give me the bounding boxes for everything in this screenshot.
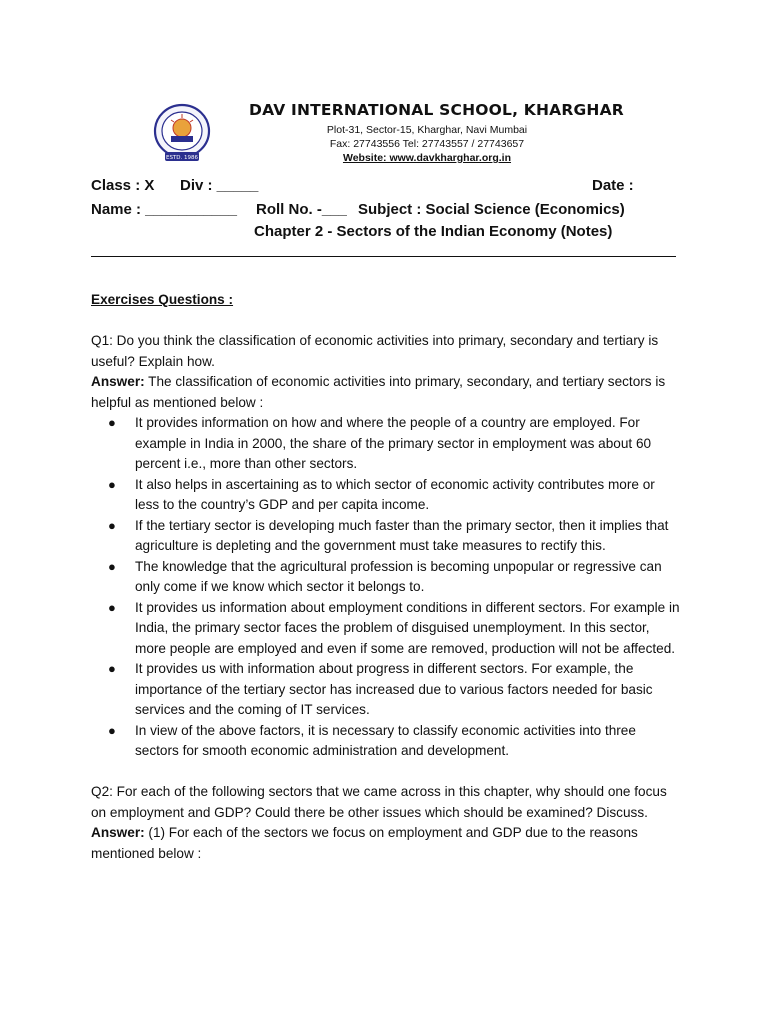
school-contact: Fax: 27743556 Tel: 27743557 / 27743657 xyxy=(329,138,525,150)
answer-label: Answer: xyxy=(91,374,145,389)
class-field: Class : X xyxy=(91,177,155,194)
list-item: ● It also helps in ascertaining as to which sector of economic activity contributes more or less to the country’s GDP and per capita income. xyxy=(108,476,655,512)
answer-1 xyxy=(91,372,681,413)
bullet-icon: ● xyxy=(108,661,116,676)
roll-field: Roll No. -___ xyxy=(256,201,347,218)
div-field: Div : _____ xyxy=(180,177,259,194)
chapter-title: Chapter 2 - Sectors of the Indian Economy (Notes) xyxy=(254,223,613,240)
section-heading: Exercises Questions : xyxy=(91,292,234,307)
answer-text: (1) For each of the sectors we focus on employment and GDP due to the reasons mentioned below : xyxy=(91,825,638,861)
school-address: Plot-31, Sector-15, Kharghar, Navi Mumbai xyxy=(326,124,528,136)
school-header xyxy=(249,101,624,165)
notes-body xyxy=(91,290,681,864)
list-item: ● The knowledge that the agricultural profession is becoming unpopular or regressive can only come if we know which sector it belongs to. xyxy=(108,558,662,594)
divider-line xyxy=(91,256,676,257)
bullet-icon: ● xyxy=(108,476,116,492)
list-item: ● It provides information on how and where the people of a country are employed. For example in India in 2000, the share of the primary sector in employment was about 60 percent i.e., more than other sectors. xyxy=(108,415,652,471)
svg-text:ESTD. 1986: ESTD. 1986 xyxy=(165,155,199,161)
answer-label: Answer: xyxy=(91,825,145,840)
bullet-icon: ● xyxy=(108,599,116,615)
list-item: ● It provides us with information about progress in different sectors. For example, the importance of the tertiary sector has increased due to various factors needed for basic services and the coming of IT services. xyxy=(108,661,653,717)
name-field: Name : ___________ xyxy=(91,201,237,218)
question-1: Q1: Do you think the classification of economic activities into primary, secondary and tertiary is useful? Explain how. xyxy=(91,333,659,369)
school-website: Website: www.davkharghar.org.in xyxy=(342,152,512,164)
spacer xyxy=(91,762,681,783)
list-item: ● It provides us information about employment conditions in different sectors. For example in India, the primary sector faces the problem of disguised unemployment. In this sector, more people are employed and even if some are removed, production will not be affected. xyxy=(108,599,680,656)
question-2: Q2: For each of the following sectors that we came across in this chapter, why should one focus on employment and GDP? Could there be other issues which should be examined? Discuss. xyxy=(91,784,667,820)
bullet-icon: ● xyxy=(108,558,116,574)
list-item: ● In view of the above factors, it is necessary to classify economic activities into three sectors for smooth economic administration and development. xyxy=(108,722,636,758)
school-logo-icon xyxy=(153,102,211,164)
school-name: DAV INTERNATIONAL SCHOOL, KHARGHAR xyxy=(249,101,624,119)
answer-1-list xyxy=(91,413,681,762)
bullet-icon: ● xyxy=(108,722,116,738)
date-field: Date : xyxy=(592,177,634,194)
bullet-icon: ● xyxy=(108,415,116,430)
answer-text: The classification of economic activities into primary, secondary, and tertiary sectors is helpful as mentioned below : xyxy=(91,374,666,410)
list-item: ● If the tertiary sector is developing much faster than the primary sector, then it implies that agriculture is depleting and the government must take measures to rectify this. xyxy=(108,517,669,553)
bullet-icon: ● xyxy=(108,517,116,533)
subject-field: Subject : Social Science (Economics) xyxy=(358,201,625,218)
answer-2 xyxy=(91,823,681,864)
